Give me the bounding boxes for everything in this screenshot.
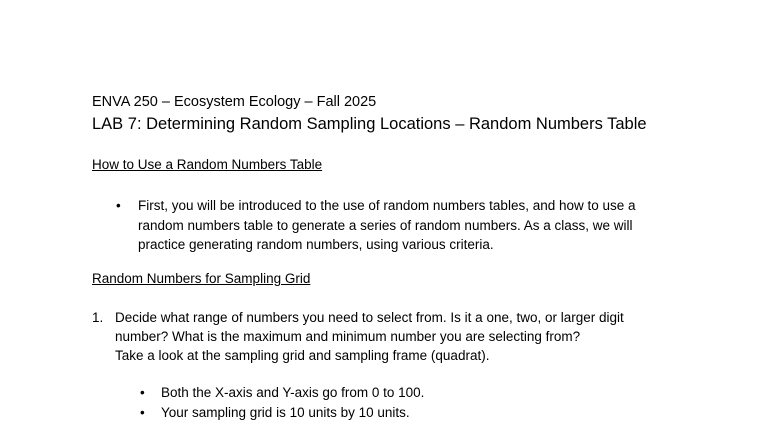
bullet-icon: •: [140, 385, 145, 400]
lab-title: LAB 7: Determining Random Sampling Locations – Random Numbers Table: [92, 115, 647, 133]
section-heading-sampling-grid: Random Numbers for Sampling Grid: [92, 271, 311, 286]
section-heading-random-numbers-table: How to Use a Random Numbers Table: [92, 157, 323, 172]
step-number: 1.: [92, 310, 104, 325]
bullet-text: Your sampling grid is 10 units by 10 units.: [161, 405, 410, 420]
course-line: ENVA 250 – Ecosystem Ecology – Fall 2025: [92, 94, 377, 110]
step-text-line: number? What is the maximum and minimum number you are selecting from?: [115, 329, 581, 344]
step-text-line: Take a look at the sampling grid and sampling frame (quadrat).: [115, 348, 490, 363]
bullet-text: First, you will be introduced to the use of random numbers tables, and how to use a random numbers table to generate a series of random numbers. As a class, we will practice generating random numbers, using various criteria.: [138, 198, 636, 252]
step-text-line: Decide what range of numbers you need to select from. Is it a one, two, or larger digit: [115, 310, 624, 325]
bullet-icon: •: [140, 405, 145, 420]
bullet-text: Both the X-axis and Y-axis go from 0 to 100.: [161, 385, 425, 400]
bullet-icon: •: [116, 198, 121, 213]
